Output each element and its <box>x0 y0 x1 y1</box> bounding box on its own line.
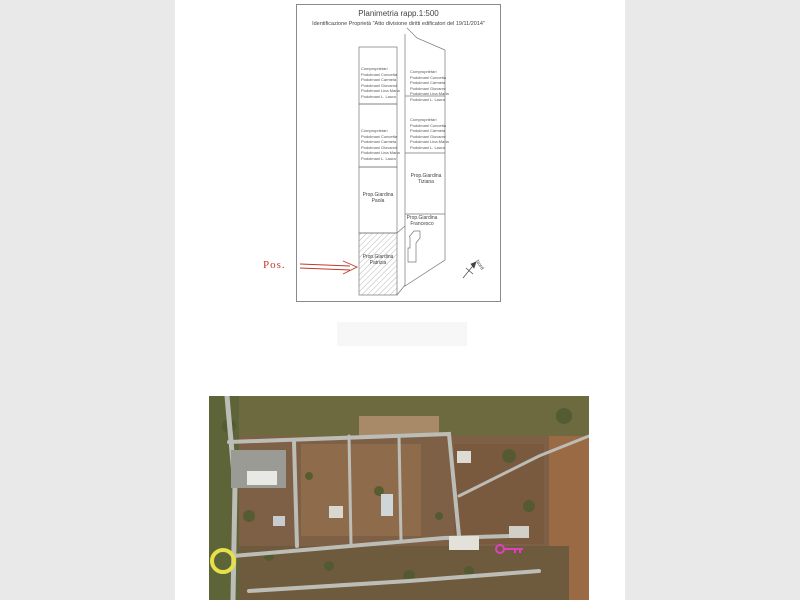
owner-label-paola: Prop.Giardina Paola <box>362 192 394 204</box>
building-7 <box>273 516 285 526</box>
north-arrow-icon <box>463 262 476 278</box>
pointer-arrow <box>300 261 357 274</box>
owner-label-francesco: Prop.Giardina Francesco <box>406 215 438 227</box>
field-1 <box>301 444 421 536</box>
north-label: Nord <box>473 258 485 272</box>
lot-text-3: Comproprietari Podolmani Concetta Podolmani Carmela Podolmani Giovanni Podolmani Lina Maria Podolmani L. Laura <box>361 128 400 161</box>
owner-label-patrizia: Prop.Giardina Patrizia <box>362 254 394 266</box>
plan-title: Planimetria rapp.1:500 <box>358 9 439 18</box>
building-3 <box>381 494 393 516</box>
lot-text-1: Comproprietari Podolmani Concetta Podolmani Carmela Podolmani Giovanni Podolmani Lina Maria Podolmani L. Laura <box>361 66 400 99</box>
aerial-photo <box>209 396 589 600</box>
building-2 <box>329 506 343 518</box>
aerial-map <box>209 396 589 600</box>
building-1 <box>247 471 277 485</box>
owner-label-tiziana: Prop.Giardina Tiziana <box>410 173 442 185</box>
lot-text-4: Comproprietari Podolmani Concetta Podolmani Carmela Podolmani Giovanni Podolmani Lina Maria Podolmani L. Laura <box>410 117 449 150</box>
faint-box <box>337 322 467 346</box>
plan-subtitle: Identificazione Proprietà "Atto divisione diritti edificatori del 19/11/2014" <box>312 21 485 27</box>
building-6 <box>509 526 529 538</box>
building-4 <box>457 451 471 463</box>
building-5 <box>449 536 479 550</box>
lot-text-2: Comproprietari Podolmani Concetta Podolmani Carmela Podolmani Giovanni Podolmani Lina Maria Podolmani L. Laura <box>410 69 449 102</box>
pointer-label: Pos. <box>263 259 286 271</box>
